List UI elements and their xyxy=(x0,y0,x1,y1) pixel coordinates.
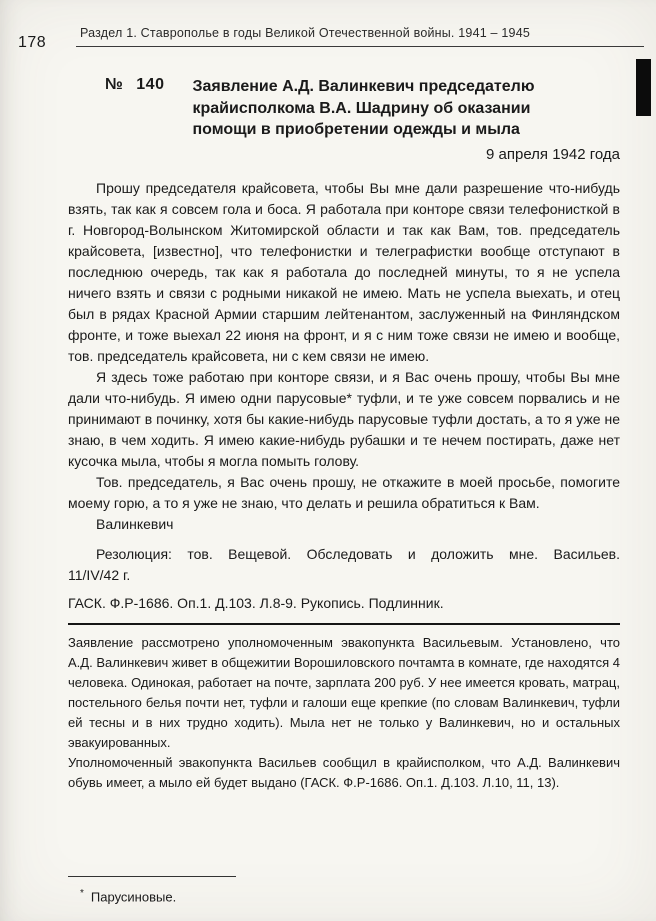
commentary-paragraph-1: Заявление рассмотрено уполномоченным эвакопункта Васильевым. Установлено, что А.Д. Валинкевич живет в общежитии Ворошиловского почтамта в комнате, где находятся 4 человека. Одинокая, работает на почте, зарплата 200 руб. У нее имеется кровать, матрац, постельного белья почти нет, туфли и галоши еще крепкие (по словам Валинкевич, туфли ей тесны и в них трудно ходить). Мыла нет не только у Валинкевич, но и остальных эвакуированных. xyxy=(68,634,620,750)
header-rule xyxy=(76,46,644,47)
editorial-commentary xyxy=(68,633,620,793)
resolution-block xyxy=(68,544,620,586)
footnote xyxy=(80,888,176,904)
document-content xyxy=(68,76,620,793)
commentary-divider-rule xyxy=(68,623,620,625)
resolution-line-2: 11/IV/42 г. xyxy=(68,566,131,583)
document-body xyxy=(68,178,620,535)
running-header: Раздел 1. Ставрополье в годы Великой Отечественной войны. 1941 – 1945 xyxy=(80,26,530,40)
document-title: Заявление А.Д. Валинкевич председателю крайисполкома В.А. Шадрину об оказании помощи в приобретении одежды и мыла xyxy=(192,78,535,138)
body-paragraph-1: Прошу председателя крайсовета, чтобы Вы мне дали разрешение что-нибудь взять, так как я совсем гола и боса. Я работала при конторе связи телефонисткой в г. Новгород-Волынском Житомирской области и так как Вам, тов. председатель крайсовета, [известно], что телефонистки и телеграфистки вообще отступают в последнюю очередь, так как я работала до последней минуты, то я не успела ничего взять и связи с родными никакой не имею. Мать не успела выехать, и отец был в рядах Красной Армии старшим лейтенантом, заслуженный на Финляндском фронте, и тоже выехал 22 июня на фронт, и я с ним тоже связи не имею и вообще, тов. председатель крайсовета, ни с кем связи не имею. xyxy=(68,179,620,364)
footnote-rule xyxy=(68,876,236,877)
body-paragraph-2: Я здесь тоже работаю при конторе связи, и я Вас очень прошу, чтобы Вы мне дали что-нибудь. Я имею одни парусовые* туфли, и те уже совсем порвались и не принимают в починку, хотя бы какие-нибудь парусовые туфли достать, а то я уже не знаю, в чем ходить. Я имею какие-нибудь рубашки и те нечем постирать, даже нет кусочка мыла, чтобы я могла помыть голову. xyxy=(68,368,620,469)
document-date: 9 апреля 1942 года xyxy=(486,145,620,163)
body-paragraph-3: Тов. председатель, я Вас очень прошу, не откажите в моей просьбе, помогите моему горю, а то я уже не знаю, что делать и решила обратиться к Вам. xyxy=(68,473,620,511)
commentary-paragraph-2: Уполномоченный эвакопункта Васильев сообщил в крайисполком, что А.Д. Валинкевич обувь имеет, а мыло ей будет выдано (ГАСК. Ф.Р-1686. Оп.1. Д.103. Л.10, 11, 13). xyxy=(68,754,620,790)
archive-reference: ГАСК. Ф.Р-1686. Оп.1. Д.103. Л.8-9. Рукопись. Подлинник. xyxy=(68,594,444,611)
footnote-marker: * xyxy=(80,888,84,899)
document-number: № 140 xyxy=(105,76,165,93)
page-number: 178 xyxy=(18,34,47,51)
resolution-line-1: Резолюция: тов. Вещевой. Обследовать и доложить мне. Васильев. xyxy=(96,545,620,562)
signature-line: Валинкевич xyxy=(96,515,174,532)
section-edge-tab xyxy=(636,59,651,116)
document-heading xyxy=(68,76,620,141)
footnote-text: Парусиновые. xyxy=(90,889,177,905)
